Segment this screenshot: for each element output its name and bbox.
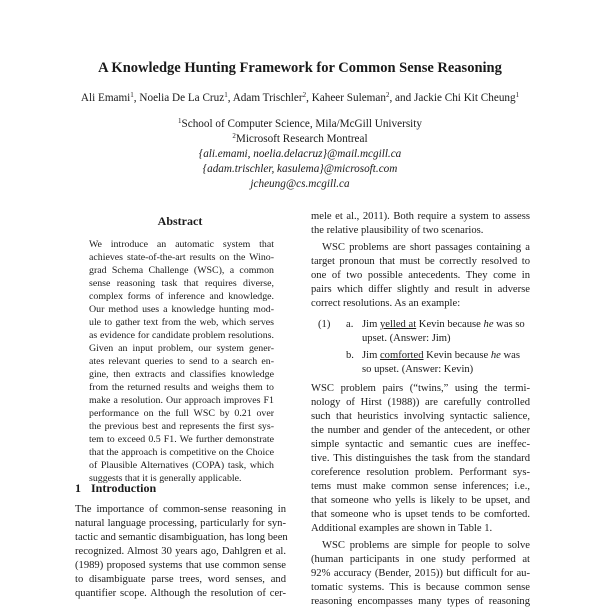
body-line: that someone who is upset tends to be comforted. <box>311 509 530 520</box>
abstract-line: We introduce an automatic system that <box>89 239 274 250</box>
abstract-line: ule to gather text from the web, which serves <box>89 317 274 328</box>
example-a-line: Jim yelled at Kevin because he was so <box>362 319 525 330</box>
author-separator: , <box>227 92 233 104</box>
abstract-line: tem to exceed 0.5 F1. We further demonstrate <box>89 434 274 445</box>
abstract-line: gine, then extracts and classifies knowledge <box>89 369 274 380</box>
abstract-line: achieves state-of-the-art results on the Wino- <box>89 252 274 263</box>
body-line: the number and gender of the antecedent, or other <box>311 425 530 436</box>
example-b-verb: comforted <box>379 350 424 361</box>
intro-line: natural language processing, particularly for syn- <box>75 518 286 529</box>
author-affiliation-mark: 1 <box>224 91 228 99</box>
paper-title: A Knowledge Hunting Framework for Common Sense Reasoning <box>98 60 502 76</box>
author-separator: , and <box>389 92 414 104</box>
email-line: {ali.emami, noelia.delacruz}@mail.mcgill.ca <box>198 148 402 160</box>
example-number: (1) <box>318 319 331 330</box>
body-line: nology of Hirst (1988)) are carefully controlled <box>311 397 530 408</box>
author-name: Kaheer Suleman <box>311 92 386 104</box>
body-line: pairs which differ slightly and result in adverse <box>311 284 530 295</box>
intro-line: recognized. Almost 30 years ago, Dahlgren et al. <box>75 546 286 557</box>
body-line: (human participants in one study performed at <box>311 554 530 565</box>
author-name: Ali Emami <box>80 92 131 104</box>
affiliation-mark: 2 <box>232 132 236 140</box>
abstract-line: grad Schema Challenge (WSC), a common <box>89 265 274 276</box>
author-affiliation-mark: 1 <box>515 91 520 99</box>
author-list <box>0 92 600 104</box>
section-number: 1 <box>75 481 81 495</box>
body-line: the relative plausibility of two scenarios. <box>311 225 484 236</box>
abstract-line: make a resolution. Our approach improves F1 <box>89 395 274 406</box>
body-line: correct resolutions. As an example: <box>311 298 461 309</box>
author-affiliation-mark: 1 <box>130 91 134 99</box>
abstract-line: Our method uses a knowledge hunting mod- <box>89 304 274 315</box>
abstract-line: the previous best and represents the first sys- <box>89 421 274 432</box>
author-name: Adam Trischler <box>232 92 303 104</box>
example-a-verb: yelled at <box>379 319 417 330</box>
intro-line: quantifier scope. Although the resolution of cer- <box>75 588 286 599</box>
body-line: one of two possible antecedents. They come in <box>311 270 530 281</box>
example-b-pronoun: he <box>490 350 501 361</box>
abstract-line: as evidence for candidate problem resolutions. <box>89 330 274 341</box>
abstract-line: that the approach is competitive on the Choice <box>89 447 274 458</box>
abstract-heading: Abstract <box>157 214 203 228</box>
email-line: {adam.trischler, kasulema}@microsoft.com <box>202 163 398 175</box>
intro-line: to disambiguate parse trees, word senses, and <box>75 574 286 585</box>
body-line: 92% accuracy (Bender, 2015)) but difficult for au- <box>311 568 530 579</box>
author-name: Jackie Chi Kit Cheung <box>414 92 516 104</box>
section-heading-introduction <box>75 481 156 496</box>
email-line: jcheung@cs.mcgill.ca <box>250 178 350 190</box>
body-line: coreference resolution problem. Performant sys- <box>311 467 530 478</box>
section-title: Introduction <box>91 481 157 495</box>
body-line: tive. This distinguishes the task from the standard <box>311 453 530 464</box>
example-a-label: a. <box>346 319 354 330</box>
example-b-line: Jim comforted Kevin because he was <box>362 350 520 361</box>
intro-line: The importance of common-sense reasoning in <box>75 504 286 515</box>
body-line: that someone who yells is likely to be upset, and <box>311 495 530 506</box>
body-line: tems must make common sense inferences; i.e., <box>311 481 530 492</box>
author-separator: , <box>133 92 140 104</box>
affiliation-text: Microsoft Research Montreal <box>235 133 368 145</box>
intro-line: tactic and semantic disambiguation, has long been <box>75 532 288 543</box>
example-a-pronoun: he <box>483 319 494 330</box>
example-b-continuation: so upset. (Answer: Kevin) <box>362 364 474 375</box>
example-a-continuation: upset. (Answer: Jim) <box>362 333 451 344</box>
abstract-line: performance on the full WSC by 0.21 over <box>89 408 274 419</box>
intro-line: (1989) proposed systems that use common sense <box>75 560 286 571</box>
body-line: tomatic systems. This is because common sense <box>311 582 530 593</box>
author-name: Noelia De La Cruz <box>139 92 225 104</box>
body-line: WSC problems are short passages containing a <box>322 242 530 253</box>
body-line: WSC problem pairs (“twins,” using the termi- <box>311 383 530 394</box>
affiliation-text: School of Computer Science, Mila/McGill University <box>181 118 422 130</box>
abstract-line: sense reasoning task that requires diverse, <box>89 278 274 289</box>
example-b-label: b. <box>346 350 354 361</box>
body-line: simple syntactic and semantic cues are ineffec- <box>311 439 530 450</box>
author-affiliation-mark: 2 <box>302 91 307 99</box>
body-line: WSC problems are simple for people to solve <box>322 540 530 551</box>
author-affiliation-mark: 2 <box>385 91 390 99</box>
abstract-line: complex forms of inference and knowledge. <box>89 291 274 302</box>
body-line: reasoning encompasses many types of reasoning <box>311 596 530 607</box>
abstract-line: Given an input problem, our system gener- <box>89 343 274 354</box>
author-separator: , <box>306 92 312 104</box>
abstract-line: ates relevant queries to send to a search en- <box>89 356 274 367</box>
body-line: Additional examples are shown in Table 1. <box>311 523 493 534</box>
abstract-line: of Plausible Alternatives (COPA) task, which <box>89 460 274 471</box>
affiliation-mark: 1 <box>178 117 182 125</box>
body-line: mele et al., 2011). Both require a system to assess <box>311 211 530 222</box>
body-line: target pronoun that must be correctly resolved to <box>311 256 530 267</box>
abstract-line: suggests that it is generally applicable. <box>89 473 242 484</box>
affiliation-line <box>0 116 600 132</box>
body-line: such that heuristics involving syntactic salience, <box>311 411 530 422</box>
abstract-line: from the returned results and weighs them to <box>89 382 274 393</box>
affiliation-line <box>0 131 600 147</box>
